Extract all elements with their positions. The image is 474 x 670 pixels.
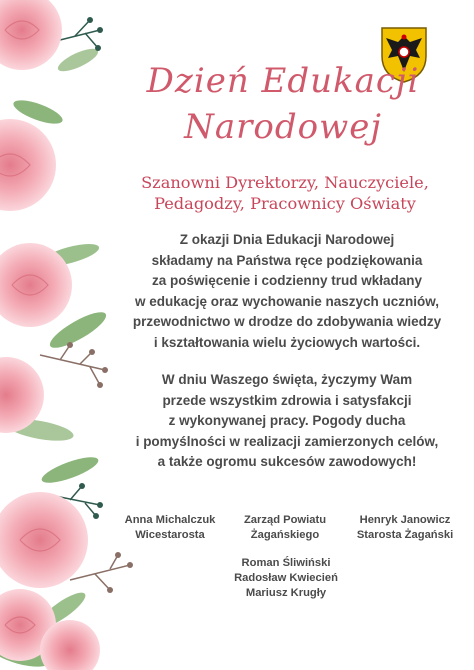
text-line: Z okazji Dnia Edukacji Narodowej [179, 232, 395, 247]
signature-vice-starost [112, 513, 228, 543]
signature-role: Starosta Żagański [356, 529, 454, 541]
signature-role: Żagańskiego [250, 529, 320, 541]
heading-line-1: Szanowni Dyrektorzy, Nauczyciele, [141, 173, 429, 192]
page-title [118, 58, 448, 150]
signature-name: Henryk Janowicz [359, 514, 451, 526]
text-line: i kształtowania wielu życiowych wartości. [153, 334, 421, 350]
salutation-heading [110, 172, 460, 214]
text-line: z wykonywanej pracy. Pogody ducha [168, 413, 406, 428]
title-line-1: Dzień Edukacji [146, 61, 420, 101]
signature-board-members [226, 556, 346, 601]
signature-name: Radosław Kwiecień [234, 572, 338, 584]
wishes-paragraph [112, 370, 462, 473]
text-line: przewodnictwo w drodze do zdobywania wiedzy [132, 314, 442, 329]
heading-line-2: Pedagodzy, Pracownicy Oświaty [154, 194, 416, 213]
signature-name: Mariusz Krugły [245, 587, 327, 599]
text-line: w edukację oraz wychowanie naszych uczniów, [134, 293, 440, 309]
signature-name: Zarząd Powiatu [243, 514, 327, 526]
signature-board [230, 513, 340, 543]
text-line: składamy na Państwa ręce podziękowania [151, 252, 423, 268]
text-line: W dniu Waszego święta, życzymy Wam [161, 372, 413, 387]
signature-role: Wicestarosta [135, 529, 205, 541]
text-line: za poświęcenie i codzienny trud wkładany [151, 273, 423, 288]
text-line: a także ogromu sukcesów zawodowych! [157, 454, 417, 469]
text-line: przede wszystkim zdrowia i satysfakcji [162, 392, 412, 408]
signature-name: Anna Michalczuk [124, 514, 216, 526]
title-line-2: Narodowej [184, 107, 382, 147]
text-line: i pomyślności w realizacji zamierzonych celów, [135, 433, 439, 449]
thanks-paragraph [112, 230, 462, 353]
signature-starost [344, 513, 466, 543]
signature-name: Roman Śliwiński [241, 557, 331, 569]
